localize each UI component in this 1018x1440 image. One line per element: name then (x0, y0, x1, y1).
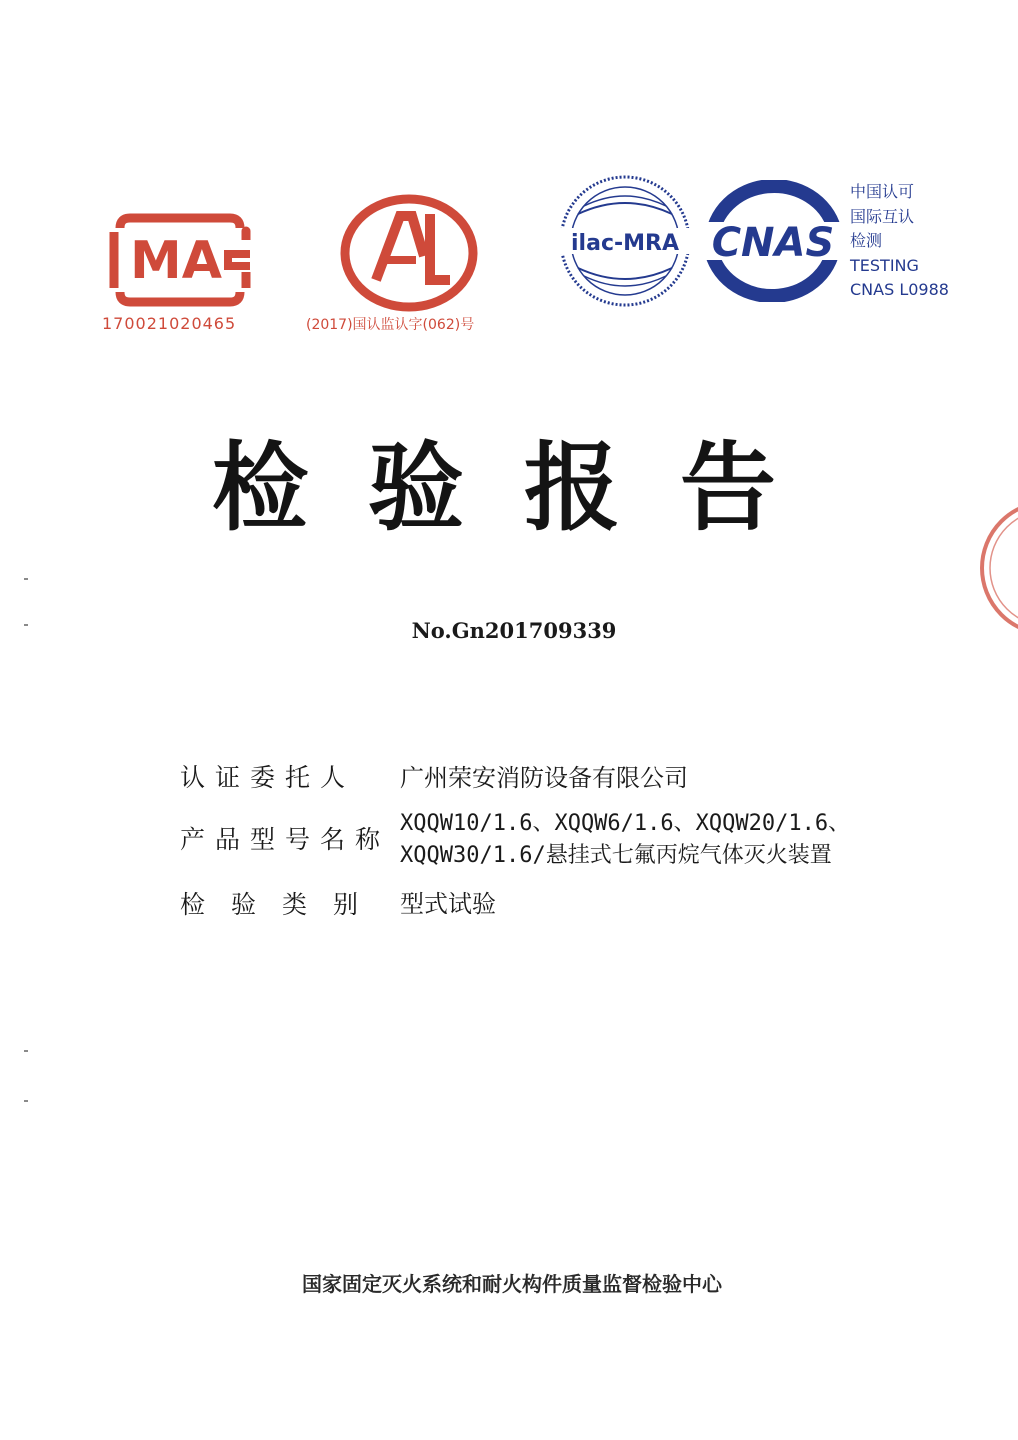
cma-logo (100, 210, 260, 310)
ilac-mra-logo (556, 172, 694, 310)
page-title: 检验报告 (212, 432, 836, 544)
cnas-line: CNAS L0988 (850, 280, 949, 299)
client-label: 认证委托人 (180, 763, 356, 792)
client-value: 广州荣安消防设备有限公司 (400, 764, 688, 792)
ilac-text: ilac-MRA (571, 231, 679, 256)
product-label: 产品型号名称 (180, 825, 391, 854)
issuing-organization: 国家固定灭火系统和耐火构件质量监督检验中心 (302, 1272, 722, 1296)
cal-certificate-text: (2017)国认监认字(062)号 (306, 317, 475, 333)
cnas-line: 中国认可 (850, 182, 915, 201)
cma-letters: MA (130, 231, 222, 291)
cnas-info (850, 180, 990, 303)
cnas-line: 国际互认 (850, 206, 915, 226)
product-value-line: XQQW30/1.6/悬挂式七氟丙烷气体灭火装置 (400, 843, 832, 868)
cnas-text: CNAS (711, 220, 835, 266)
scan-mark (24, 578, 28, 580)
test-type-value: 型式试验 (400, 890, 496, 918)
scan-mark (24, 1100, 28, 1102)
scan-mark (24, 1050, 28, 1052)
test-type-label: 检验类别 (180, 890, 385, 919)
scan-mark (24, 624, 28, 626)
cal-logo (338, 192, 480, 314)
cnas-line: 检测 (850, 231, 883, 250)
cnas-logo (700, 180, 846, 302)
cma-number: 170021020465 (102, 314, 237, 333)
product-value (400, 808, 850, 872)
product-value-line: XQQW10/1.6、XQQW6/1.6、XQQW20/1.6、 (400, 811, 851, 836)
cnas-line: TESTING (850, 255, 919, 275)
report-number: No.Gn201709339 (411, 618, 617, 643)
official-seal-partial (968, 498, 1018, 638)
